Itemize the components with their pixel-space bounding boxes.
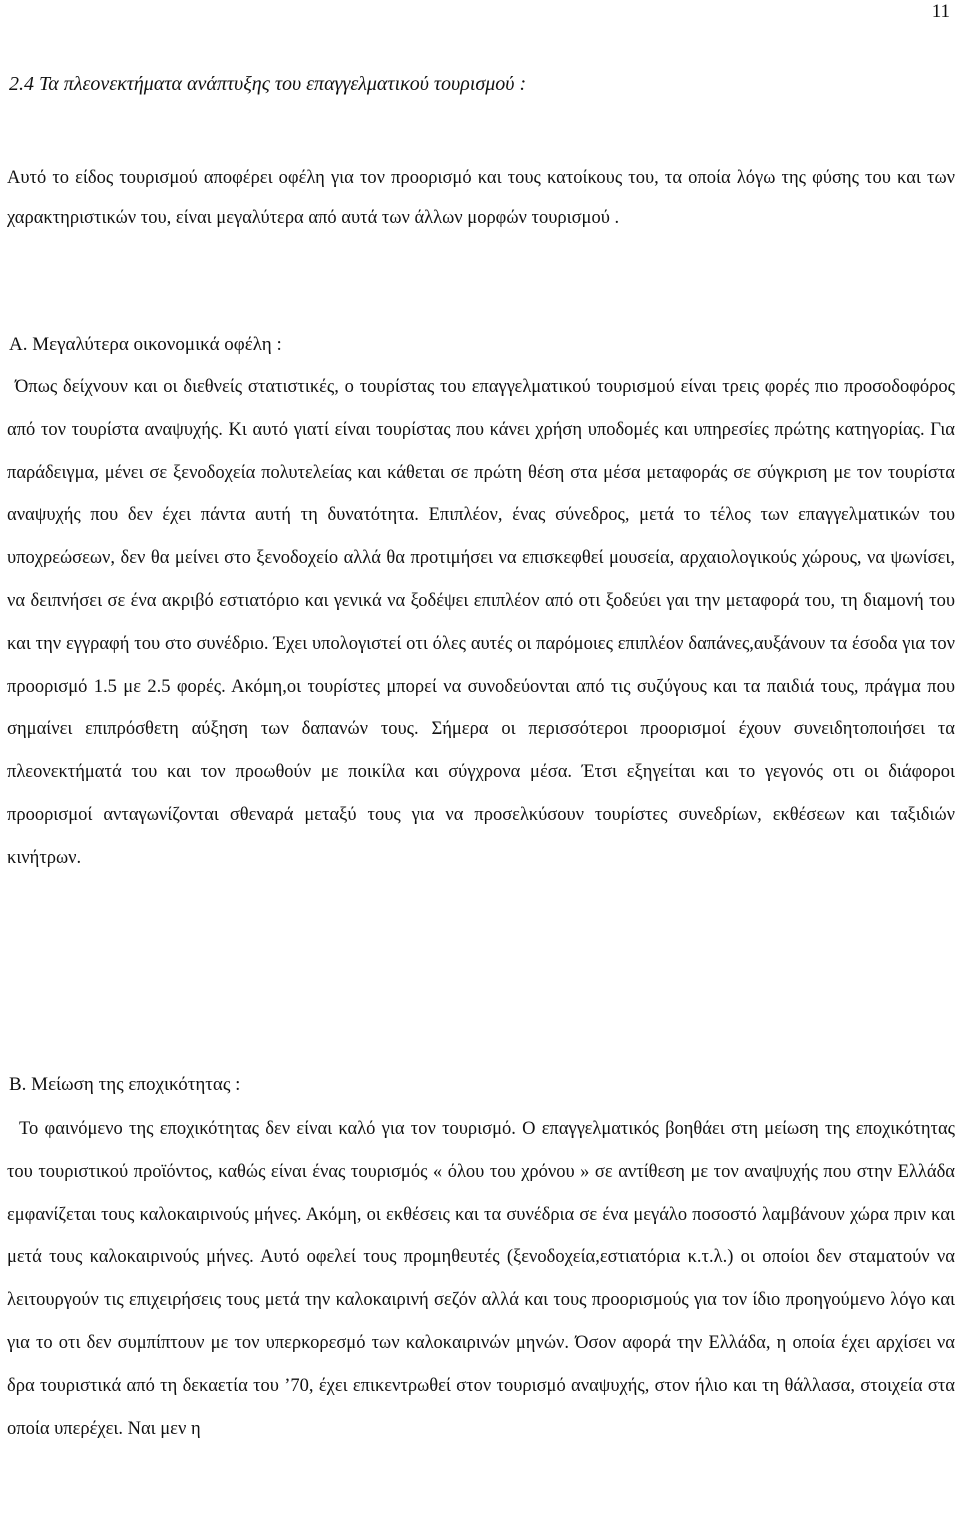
intro-paragraph: Αυτό το είδος τουρισμού αποφέρει οφέλη για τον προορισμό και τους κατοίκους του, τα οποία λόγω της φύσης του και των χαρακτηριστικών του, είναι μεγαλύτερα από αυτά των άλλων μορφών τουρισμού . xyxy=(7,168,955,228)
subsection-b-title: Β. Μείωση της εποχικότητας : xyxy=(9,1074,241,1095)
page-number: 11 xyxy=(931,1,950,22)
section-heading: 2.4 Τα πλεονεκτήματα ανάπτυξης του επαγγελματικού τουρισμού : xyxy=(9,73,527,95)
subsection-b-paragraph: Το φαινόμενο της εποχικότητας δεν είναι καλό για τον τουρισμό. Ο επαγγελματικός βοηθάει στη μείωση της εποχικότητας του τουριστικού προϊόντος, καθώς είναι ένας τουρισμός « όλου του χρόνου » σε αντίθεση με τον αναψυχής που στην Ελλάδα εμφανίζεται τους καλοκαιρινούς μήνες. Ακόμη, οι εκθέσεις και τα συνέδρια σε ένα μεγάλο ποσοστό λαμβάνουν χώρα πριν και μετά τους καλοκαιρινούς μήνες. Αυτό οφελεί τους προμηθευτές (ξενοδοχεία,εστιατόρια κ.τ.λ.) οι οποίοι δεν σταματούν να λειτουργούν τις επιχειρήσεις τους μετά την καλοκαιρινή σεζόν αλλά και τους προορισμούς για τον ίδιο προηγούμενο λόγο και για το οτι δεν συμπίπτουν με τον υπερκορεσμό των καλοκαιρινών μηνών. Όσον αφορά την Ελλάδα, η οποία έχει αρχίσει να δρα τουριστικά από τη δεκαετία του ’70, έχει επικεντρωθεί στον τουρισμό αναψυχής, στον ήλιο και τη θάλλασα, στοιχεία στα οποία υπερέχει. Ναι μεν η xyxy=(7,1119,955,1439)
subsection-a-paragraph: Όπως δείχνουν και οι διεθνείς στατιστικές, ο τουρίστας του επαγγελματικού τουρισμού είναι τρεις φορές πιο προσοδοφόρος από τον τουρίστα αναψυχής. Κι αυτό γιατί είναι τουρίστας που κάνει χρήση υποδομές και υπηρεσίες πρώτης κατηγορίας. Για παράδειγμα, μένει σε ξενοδοχεία πολυτελείας και κάθεται σε πρώτη θέση στα μέσα μεταφοράς σε σύγκριση με τον τουρίστα αναψυχής που δεν έχει πάντα αυτή τη δυνατότητα. Επιπλέον, ένας σύνεδρος, μετά το τέλος των επαγγελματικών του υποχρεώσεων, δεν θα μείνει στο ξενοδοχείο αλλά θα προτιμήσει να επισκεφθεί μουσεία, αρχαιολογικούς χώρους, να ψωνίσει, να δειπνήσει σε ένα ακριβό εστιατόριο και γενικά να ξοδέψει επιπλέον από οτι ξοδεύει γαι την μεταφορά του, τη διαμονή του και την εγγραφή του στο συνέδριο. Έχει υπολογιστεί οτι όλες αυτές οι παρόμοιες επιπλέον δαπάνες,αυξάνουν τα έσοδα για τον προορισμό 1.5 με 2.5 φορές. Ακόμη,οι τουρίστες μπορεί να συνοδεύονται από τις συζύγους και τα παιδιά τους, πράγμα που σημαίνει επιπρόσθετη αύξηση των δαπανών τους. Σήμερα οι περισσότεροι προορισμοί έχουν συνειδητοποιήσει τα πλεονεκτήματά του και τον προωθούν με ποικίλα και σύγχρονα μέσα. Έτσι εξηγείται και το γεγονός οτι οι διάφοροι προορισμοί ανταγωνίζονται σθεναρά μεταξύ τους για να προσελκύσουν τουρίστες συνεδρίων, εκθέσεων και ταξιδιών κινήτρων. xyxy=(7,377,955,868)
subsection-a-title: Α. Μεγαλύτερα οικονομικά οφέλη : xyxy=(9,334,282,355)
